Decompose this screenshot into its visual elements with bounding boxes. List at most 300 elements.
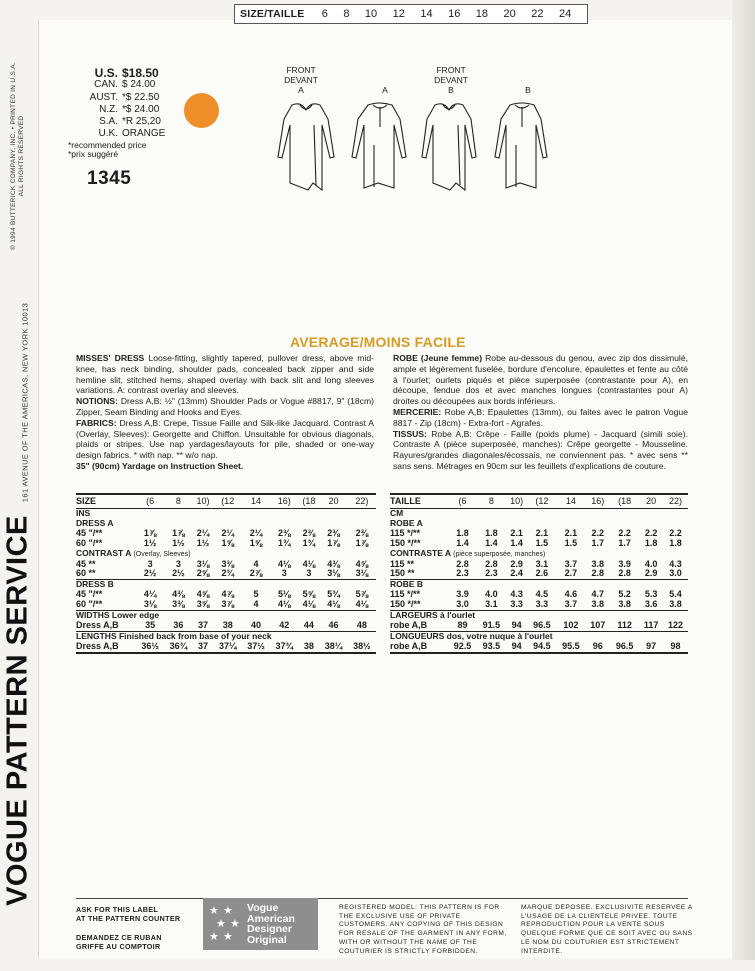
- table-row-label: 115 **: [390, 558, 415, 569]
- ask-label-fr: [76, 933, 162, 951]
- size-strip: [234, 4, 588, 24]
- size-strip-label: SIZE/TAILLE: [240, 8, 305, 20]
- price-amount: *R 25,20: [122, 116, 161, 128]
- price-note: *recommended price: [68, 139, 147, 150]
- table-size-cell: (12: [527, 494, 556, 509]
- orange-price-dot: [184, 93, 219, 128]
- table-row-label: robe A,B: [390, 642, 448, 653]
- table-header-row: [76, 494, 376, 509]
- table-cell: 112: [617, 619, 632, 630]
- table-cell: 97: [639, 642, 663, 653]
- table-cell: 1⅝: [249, 537, 263, 548]
- table-cell: 1.8: [669, 537, 682, 548]
- label-line: Original: [247, 933, 287, 946]
- table-cell: 3.8: [591, 558, 604, 569]
- table-row-label: 45 "/**: [76, 589, 103, 600]
- table-unit: INS: [76, 508, 91, 518]
- table-row-label: 150 **: [390, 568, 415, 579]
- section-title: ROBE A: [390, 517, 423, 528]
- size-strip-values: [314, 8, 587, 20]
- table-cell: 2.7: [564, 568, 578, 579]
- table-cell: 2.2: [591, 527, 604, 538]
- table-unit-row: [390, 509, 688, 519]
- table-cell: 3.3: [510, 599, 523, 610]
- table-cell: 93.5: [477, 642, 506, 653]
- section-title: LENGTHS Finished back from base of your neck: [76, 630, 272, 641]
- price-amount: $18.50: [122, 66, 159, 80]
- table-cell: 3.7: [564, 599, 578, 610]
- ask-fr-line1: DEMANDEZ CE RUBAN: [76, 933, 162, 942]
- table-cell: 48: [356, 619, 367, 630]
- table-cell: 1.4: [456, 537, 469, 548]
- ask-fr-line2: GRIFFE AU COMPTOIR: [76, 942, 161, 951]
- table-size-cell: 14: [242, 494, 270, 509]
- table-cell: 3⅛: [196, 558, 210, 569]
- table-cell: 1¾: [302, 537, 316, 548]
- desc-en-title: MISSES' DRESS: [76, 353, 145, 363]
- ask-en-line1: ASK FOR THIS LABEL: [76, 905, 159, 914]
- table-cell: 3.7: [564, 558, 578, 569]
- price-country: U.K.: [98, 128, 118, 140]
- table-cell: 102: [563, 619, 579, 630]
- table-cell: 1.7: [591, 537, 604, 548]
- table-row: [390, 569, 688, 579]
- table-cell: 96.5: [533, 619, 551, 630]
- mercerie-text: Robe A,B: Epaulettes (13mm), ou faites avec le patron Vogue 8817 - Zip (18cm) - Extra-fort - Agrafes.: [393, 406, 688, 428]
- table-row: [76, 600, 376, 610]
- size-strip-size: 18: [475, 8, 489, 20]
- table-cell: 1⅞: [143, 527, 157, 538]
- table-cell: 2.9: [510, 558, 523, 569]
- table-row: [390, 621, 688, 631]
- yardage-table-fr: [390, 493, 688, 654]
- table-cell: 4.3: [669, 558, 682, 569]
- table-cell: 3.0: [669, 568, 682, 579]
- table-unit-row: [76, 509, 376, 519]
- price-amount: ORANGE: [122, 128, 166, 140]
- table-row: [76, 642, 376, 653]
- table-cell: 2¼: [221, 527, 234, 538]
- size-strip-size: 14: [420, 8, 433, 20]
- table-row-label: 115 */**: [390, 589, 421, 600]
- size-strip-size: 16: [448, 8, 461, 20]
- table-cell: 37¾: [270, 642, 298, 653]
- table-cell: 3: [306, 568, 312, 579]
- table-unit: CM: [390, 508, 404, 518]
- table-cell: 38¼: [319, 642, 347, 653]
- section-title: DRESS A: [76, 517, 114, 528]
- designer-original-text: [247, 903, 295, 945]
- label-line: Vogue: [247, 902, 279, 914]
- table-cell: 4⅛: [302, 599, 316, 610]
- table-row-label: 115 */**: [390, 527, 421, 538]
- price-row: [72, 128, 202, 140]
- table-cell: 1.4: [510, 537, 523, 548]
- table-cell: 3⅛: [327, 568, 340, 579]
- table-cell: 5.2: [618, 589, 631, 600]
- notions-text: Dress A,B: ½" (13mm) Shoulder Pads or Vogue #8817, 9" (18cm) Zipper, Seam Binding and Hooks and Eyes.: [76, 396, 374, 417]
- table-size-cell: (18: [298, 494, 319, 509]
- table-cell: 98: [663, 642, 688, 653]
- section-note: (Overlay, Sleeves): [133, 550, 191, 558]
- yardage-table-en: [76, 493, 376, 654]
- table-cell: 3: [147, 558, 153, 569]
- table-header-row: [390, 494, 688, 509]
- table-cell: 1.8: [485, 527, 498, 538]
- section-title: ROBE B: [390, 579, 424, 590]
- size-strip-size: 22: [531, 8, 544, 20]
- mercerie-label: MERCERIE:: [393, 406, 442, 417]
- table-cell: 1½: [172, 537, 185, 548]
- table-cell: 2¾: [221, 568, 234, 579]
- stars-icon: ★ ★ ★ ★ ★ ★: [209, 905, 240, 943]
- table-cell: 37: [198, 619, 209, 630]
- table-cell: 4.6: [564, 589, 578, 600]
- table-cell: 3.3: [535, 599, 549, 610]
- table-cell: 35: [145, 619, 156, 630]
- tissus-text: Robe A,B: Crêpe - Faille (poids plume) - Jacquard (simili soie). Contraste A (pièce superposée, manches): Crêpe georgette - Mousseline. Rayures/grandes diagonales/écossais, ne conviennent pas. * avec sens ** sans sens. Métrages en 90cm sur les feuillets d'explications de couture.: [393, 428, 688, 471]
- pattern-number: 1345: [87, 168, 132, 189]
- table-cell: 4⅞: [221, 589, 234, 600]
- desc-fr-title: ROBE (Jeune femme): [393, 353, 483, 363]
- table-cell: 94: [506, 642, 528, 653]
- table-cell: 2⅞: [249, 568, 263, 579]
- table-cell: 1⅞: [355, 537, 369, 548]
- description-fr: [393, 353, 688, 472]
- table-size-cell: 14: [556, 494, 585, 509]
- table-cell: 36½: [136, 642, 164, 653]
- table-cell: 5⅝: [302, 589, 316, 600]
- table-cell: 3.1: [485, 599, 498, 610]
- table-cell: 95.5: [556, 642, 585, 653]
- table-size-label: SIZE: [76, 494, 136, 509]
- table-cell: 94: [511, 619, 522, 630]
- table-cell: 1.5: [535, 537, 549, 548]
- table-cell: 36¾: [164, 642, 192, 653]
- table-cell: 94.5: [527, 642, 556, 653]
- copyright-line: © 1994 BUTTERICK COMPANY, INC. • PRINTED IN U.S.A.: [10, 62, 17, 250]
- size-strip-size: 24: [558, 8, 572, 20]
- table-row-label: 150 */**: [390, 599, 421, 610]
- table-cell: 5.3: [644, 589, 658, 600]
- yardage-note: 35" (90cm) Yardage on Instruction Sheet.: [76, 460, 244, 471]
- view-label-line: B: [448, 85, 454, 95]
- price-note: *prix suggéré: [68, 149, 119, 160]
- table-cell: 4⅜: [172, 589, 185, 600]
- price-row: [72, 79, 202, 91]
- table-size-cell: 22): [348, 494, 376, 509]
- dress-front-b-sketch: [422, 104, 476, 190]
- table-section-label: [390, 549, 688, 560]
- section-title: DRESS B: [76, 579, 114, 590]
- table-cell: 107: [590, 619, 606, 630]
- table-cell: 2⅝: [196, 568, 210, 579]
- table-cell: 2.3: [485, 568, 498, 579]
- table-cell: 5: [253, 589, 259, 600]
- table-size-cell: (6: [448, 494, 477, 509]
- size-strip-size: 10: [364, 8, 378, 20]
- table-row: [76, 569, 376, 579]
- tissus-label: TISSUS:: [393, 428, 427, 439]
- table-row-label: Dress A,B: [76, 642, 136, 653]
- table-size-cell: 10): [193, 494, 214, 509]
- rights-line: ALL RIGHTS RESERVED: [18, 115, 25, 197]
- price-country: U.S.: [94, 66, 118, 80]
- table-cell: 4.0: [644, 558, 658, 569]
- table-cell: 38: [298, 642, 319, 653]
- table-cell: 2⅜: [278, 527, 291, 538]
- dress-front-a-sketch: [278, 104, 334, 190]
- legal-notice-fr: MARQUE DEPOSEE. EXCLUSIVITE RESERVEE A L'USAGE DE LA CLIENTELE PRIVEE. TOUTE REPRODUCTION POUR LA VENTE SOUS QUELQUE FORME QUE CE SOIT AVEC OU SANS LE NOM DU COUTURIER EST STRICTEMENT INTERDITE.: [521, 904, 693, 955]
- dress-sketches: [270, 65, 560, 195]
- price-amount: *$ 22.50: [122, 91, 160, 103]
- table-cell: 2.4: [510, 568, 523, 579]
- table-cell: 2.8: [485, 558, 498, 569]
- table-cell: 1½: [143, 537, 157, 548]
- price-country: AUST.: [89, 91, 118, 103]
- view-label-line: A: [298, 85, 304, 95]
- table-cell: 2.3: [456, 568, 469, 579]
- table-cell: 3.0: [456, 599, 469, 610]
- table-cell: 3⅞: [221, 599, 234, 610]
- table-cell: 2¼: [196, 527, 210, 538]
- notions-label: NOTIONS:: [76, 396, 119, 407]
- label-line: American: [247, 912, 295, 925]
- table-cell: 3.9: [456, 589, 469, 600]
- table-cell: 3⅛: [355, 568, 369, 579]
- table-size-cell: 8: [477, 494, 506, 509]
- table-cell: 1.8: [644, 537, 658, 548]
- table-cell: 2⅜: [302, 527, 316, 538]
- table-cell: 96.5: [610, 642, 639, 653]
- fabrics-label: FABRICS:: [76, 417, 117, 428]
- table-cell: 2.9: [644, 568, 658, 579]
- table-row: [390, 600, 688, 610]
- section-note: (pièce superposée, manches): [453, 550, 546, 558]
- dress-back-b-sketch: [495, 103, 547, 188]
- table-cell: 92.5: [448, 642, 477, 653]
- table-size-cell: 20: [639, 494, 663, 509]
- legal-notice-en: REGISTERED MODEL: THIS PATTERN IS FOR THE EXCLUSIVE USE OF PRIVATE CUSTOMERS. ANY COPYING OF THIS DESIGN FOR RESALE OF THE GARMENT IN ANY FORM, WITH OR WITHOUT THE NAME OF THE COUTURIER IS STRICTLY FORBIDDEN.: [339, 904, 507, 955]
- table-cell: 36: [173, 619, 184, 630]
- table-size-cell: 8: [164, 494, 192, 509]
- desc-fr-body: Robe au-dessous du genou, avec zip dos dissimulé, ample et légèrement fuselée, bordure d'encolure, épaulettes et fente au côté à l'ourlet; ourlets piqués et pièce superposée (contrastante pour A), en découpe, fendue dos et avec manches longues (contrastantes pour A) droites ou découpées aux bords inférieurs.: [393, 353, 689, 407]
- price-list: [68, 66, 202, 160]
- table-cell: 3.9: [618, 558, 631, 569]
- table-cell: 2⅜: [327, 527, 340, 538]
- table-cell: 4.0: [485, 589, 498, 600]
- designer-original-label: [203, 898, 318, 950]
- table-cell: 38: [222, 619, 233, 630]
- table-size-cell: 16): [585, 494, 610, 509]
- table-cell: 2¼: [249, 527, 263, 538]
- table-cell: 2.1: [510, 527, 523, 538]
- table-cell: 3.1: [535, 558, 549, 569]
- table-row-label: 60 "/**: [76, 537, 103, 548]
- table-cell: 2½: [143, 568, 157, 579]
- table-cell: 37¼: [214, 642, 242, 653]
- table-cell: 42: [279, 619, 290, 630]
- table-cell: 1½: [196, 537, 210, 548]
- section-title: CONTRAST A: [76, 547, 132, 558]
- table-cell: 3.8: [618, 599, 631, 610]
- table-cell: 4¼: [143, 589, 157, 600]
- bottom-rule: [76, 898, 688, 899]
- view-label-line: DEVANT: [434, 75, 468, 85]
- table-cell: 4⅝: [355, 558, 369, 569]
- ask-en-line2: AT THE PATTERN COUNTER: [76, 914, 181, 923]
- table-cell: 3.8: [591, 599, 604, 610]
- table-cell: 3⅜: [172, 599, 185, 610]
- garment-views: [270, 65, 560, 195]
- table-cell: 1⅞: [327, 537, 340, 548]
- table-row-label: 60 **: [76, 568, 96, 579]
- difficulty-heading: AVERAGE/MOINS FACILE: [290, 334, 466, 350]
- price-row: [72, 104, 202, 116]
- table-cell: 1.7: [618, 537, 631, 548]
- price-amount: *$ 24.00: [122, 103, 160, 115]
- dress-back-a-sketch: [352, 103, 406, 188]
- table-cell: 2.8: [618, 568, 631, 579]
- table-cell: 4⅛: [302, 558, 316, 569]
- table-cell: 1.5: [564, 537, 578, 548]
- size-strip-size: 8: [343, 8, 350, 20]
- section-title: CONTRASTE A: [390, 547, 451, 558]
- table-cell: 4⅝: [196, 589, 210, 600]
- table-cell: 4.5: [535, 589, 549, 600]
- table-section-row: [76, 549, 376, 560]
- table-size-cell: 20: [319, 494, 347, 509]
- table-cell: 4⅛: [278, 558, 291, 569]
- table-cell: 4⅛: [327, 599, 340, 610]
- view-label-line: A: [382, 85, 388, 95]
- table-cell: 38½: [348, 642, 376, 653]
- table-cell: 4: [253, 599, 259, 610]
- view-label-line: B: [525, 85, 531, 95]
- table-cell: 3: [281, 568, 287, 579]
- table-cell: 3⅛: [143, 599, 157, 610]
- table-cell: 40: [250, 619, 261, 630]
- price-country: N.Z.: [99, 103, 118, 115]
- vertical-copyright: [10, 56, 26, 256]
- table-size-cell: 10): [506, 494, 528, 509]
- table-cell: 37: [193, 642, 214, 653]
- table-cell: 3.8: [669, 599, 682, 610]
- price-country: S.A.: [99, 116, 118, 128]
- table-cell: 2.1: [535, 527, 549, 538]
- table-row-label: 45 "/**: [76, 527, 103, 538]
- table-cell: 4.3: [510, 589, 523, 600]
- table-cell: 122: [668, 619, 684, 630]
- table-row-label: 45 **: [76, 558, 96, 569]
- table-cell: 2.8: [456, 558, 469, 569]
- table-row: [390, 642, 688, 653]
- table-cell: 3.6: [644, 599, 658, 610]
- table-cell: 2.2: [644, 527, 658, 538]
- view-label-line: FRONT: [436, 65, 466, 75]
- desc-en-body: Loose-fitting, slightly tapered, pullover dress, above mid-knee, has neck binding, shoulder pads, concealed back zipper and side hemline slit, stitched hems, shaped overlay with back slit and long sleeves variations. A: contrast overlay and sleeves.: [76, 353, 374, 396]
- table-size-cell: 16): [270, 494, 298, 509]
- table-cell: 4: [253, 558, 259, 569]
- envelope-edge: [732, 0, 755, 960]
- table-cell: 2.1: [564, 527, 578, 538]
- ask-label-en: [76, 905, 180, 923]
- table-cell: 3⅝: [196, 599, 210, 610]
- size-strip-size: 6: [321, 8, 328, 20]
- price-country: CAN.: [94, 79, 118, 91]
- table-cell: 2½: [172, 568, 185, 579]
- table-cell: 2.6: [535, 568, 549, 579]
- table-cell: 4⅛: [355, 599, 369, 610]
- table-row: [76, 621, 376, 631]
- price-amount: $ 24.00: [122, 79, 156, 91]
- table-cell: 44: [303, 619, 314, 630]
- table-cell: 4⅛: [278, 599, 291, 610]
- table-cell: 2⅜: [355, 527, 369, 538]
- size-strip-size: 20: [503, 8, 516, 20]
- section-title: LONGUEURS dos, votre nuque à l'ourlet: [390, 630, 553, 641]
- table-cell: 2.2: [618, 527, 631, 538]
- table-cell: 1.8: [456, 527, 469, 538]
- table-cell: 37½: [242, 642, 270, 653]
- table-size-cell: (12: [214, 494, 242, 509]
- table-cell: 3: [175, 558, 181, 569]
- view-label-line: FRONT: [286, 65, 316, 75]
- table-cell: 91.5: [482, 619, 501, 630]
- vertical-imprint: [0, 0, 38, 960]
- table-cell: 5¾: [327, 589, 340, 600]
- table-size-cell: 22): [663, 494, 688, 509]
- table-cell: 3⅜: [221, 558, 234, 569]
- vertical-address: 161 AVENUE OF THE AMERICAS, NEW YORK 10013: [20, 302, 30, 503]
- description-en: [76, 353, 374, 472]
- table-cell: 5⅛: [278, 589, 291, 600]
- table-row-label: robe A,B: [390, 619, 428, 630]
- table-cell: 4.7: [591, 589, 604, 600]
- table-row-label: Dress A,B: [76, 619, 119, 630]
- label-line: Designer: [247, 923, 292, 935]
- table-row-label: 150 */**: [390, 537, 421, 548]
- table-size-label: TAILLE: [390, 494, 448, 509]
- section-title: LARGEURS à l'ourlet: [390, 610, 476, 621]
- table-cell: 1⅝: [221, 537, 234, 548]
- table-size-cell: (6: [136, 494, 164, 509]
- table-cell: 1¾: [278, 537, 291, 548]
- table-cell: 89: [457, 619, 468, 630]
- table-cell: 4⅜: [327, 558, 340, 569]
- price-row: [72, 116, 202, 128]
- section-title: WIDTHS Lower edge: [76, 610, 160, 621]
- table-section-label: [76, 549, 376, 560]
- fabrics-text: Dress A,B: Crepe, Tissue Faille and Silk-like Jacquard. Contrast A (Overlay, Sleeves): Georgette and Chiffon. Unsuitable for obvious diagonals, plaids or stripes. Use nap yardages/layouts for pile, shaded or one-way design fabrics. * with nap. ** w/o nap.: [76, 417, 375, 461]
- view-label-line: DEVANT: [284, 75, 318, 85]
- price-row: [72, 92, 202, 104]
- table-cell: 5.4: [669, 589, 682, 600]
- table-section-row: [390, 549, 688, 560]
- table-cell: 2.8: [591, 568, 604, 579]
- table-size-cell: (18: [610, 494, 639, 509]
- table-cell: 5⅞: [355, 589, 369, 600]
- size-strip-size: 12: [392, 8, 405, 20]
- vertical-brand: VOGUE PATTERN SERVICE: [1, 515, 34, 906]
- table-row-label: 60 "/**: [76, 599, 103, 610]
- table-cell: 117: [643, 619, 659, 630]
- table-cell: 1⅞: [172, 527, 185, 538]
- price-row: [72, 67, 202, 79]
- table-cell: 1.4: [485, 537, 498, 548]
- table-cell: 46: [328, 619, 339, 630]
- table-cell: 2.2: [669, 527, 682, 538]
